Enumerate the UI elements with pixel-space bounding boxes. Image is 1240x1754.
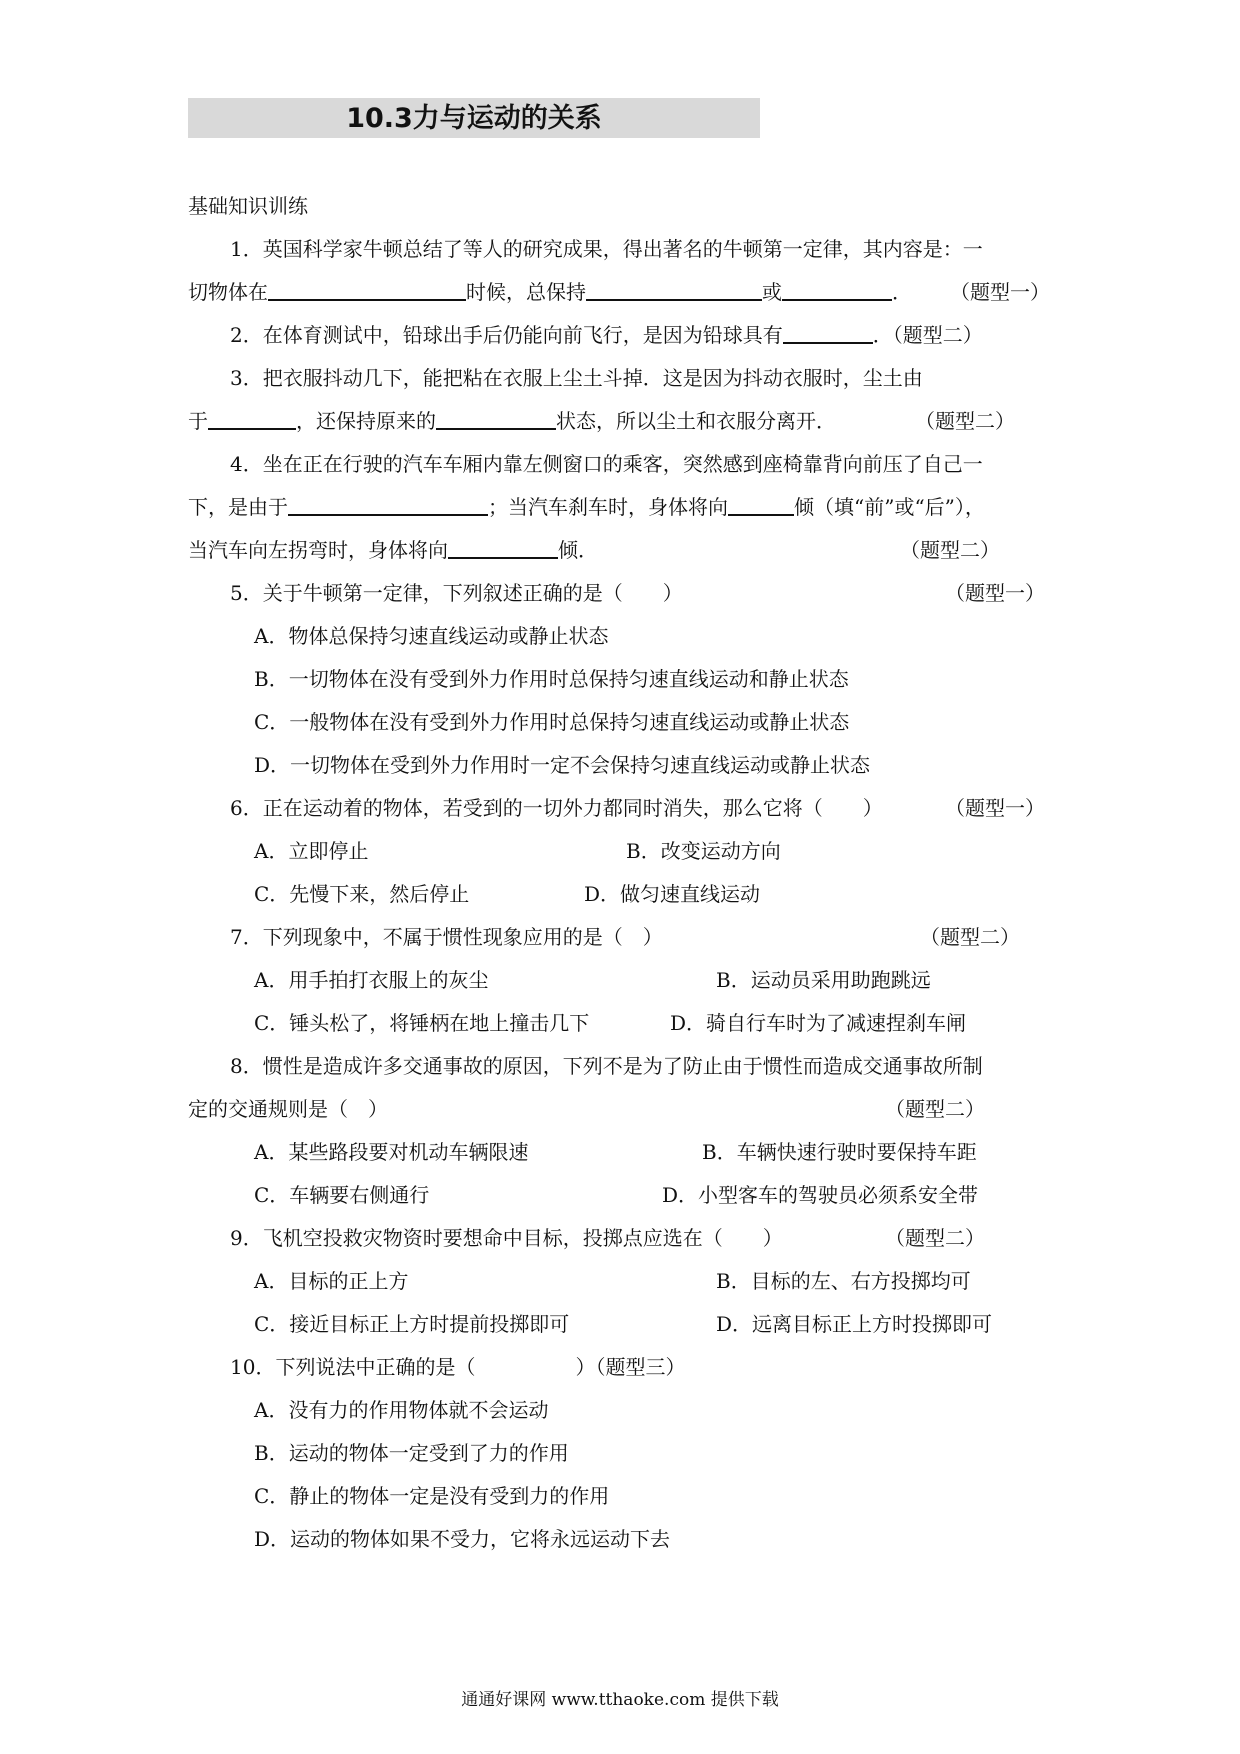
answer-blank[interactable] <box>728 494 794 516</box>
question-6-option-a[interactable]: A．立即停止 <box>254 839 369 863</box>
answer-blank[interactable] <box>208 408 296 430</box>
answer-blank[interactable] <box>268 279 466 301</box>
question-8-option-a[interactable]: A．某些路段要对机动车辆限速 <box>254 1140 529 1164</box>
question-8-line-1: 8．惯性是造成许多交通事故的原因，下列不是为了防止由于惯性而造成交通事故所制 <box>230 1054 983 1078</box>
question-5-option-c[interactable]: C．一般物体在没有受到外力作用时总保持匀速直线运动或静止状态 <box>254 710 850 734</box>
page-footer: 通通好课网 www.tthaoke.com 提供下载 <box>461 1690 779 1710</box>
question-6-stem: 6．正在运动着的物体，若受到的一切外力都同时消失，那么它将（ ） <box>230 796 883 820</box>
question-6-option-c[interactable]: C．先慢下来，然后停止 <box>254 882 470 906</box>
question-4-line-1: 4．坐在正在行驶的汽车车厢内靠左侧窗口的乘客，突然感到座椅靠背向前压了自己一 <box>230 452 983 476</box>
question-6-option-b[interactable]: B．改变运动方向 <box>626 839 781 863</box>
question-type-tag: （题型一） <box>945 581 1045 605</box>
question-2: 2．在体育测试中，铅球出手后仍能向前飞行，是因为铅球具有 ．（题型二） <box>230 323 983 347</box>
question-type-tag: （题型二） <box>920 925 1020 949</box>
question-5-option-a[interactable]: A．物体总保持匀速直线运动或静止状态 <box>254 624 609 648</box>
question-5-option-d[interactable]: D．一切物体在受到外力作用时一定不会保持匀速直线运动或静止状态 <box>254 753 871 777</box>
question-3-line-1: 3．把衣服抖动几下，能把粘在衣服上尘土斗掉．这是因为抖动衣服时，尘土由 <box>230 366 923 390</box>
question-type-tag: （题型二） <box>900 538 1000 562</box>
question-9-option-b[interactable]: B．目标的左、右方投掷均可 <box>716 1269 971 1293</box>
question-type-tag: （题型二） <box>885 1097 985 1121</box>
question-8-line-2: 定的交通规则是（ ） <box>188 1097 388 1121</box>
question-8-option-c[interactable]: C．车辆要右侧通行 <box>254 1183 430 1207</box>
question-type-tag: （题型二） <box>915 409 1015 433</box>
answer-blank[interactable] <box>783 322 873 344</box>
question-type-tag: （题型二） <box>885 1226 985 1250</box>
question-7-stem: 7．下列现象中，不属于惯性现象应用的是（ ） <box>230 925 663 949</box>
question-3-line-2: 于 ，还保持原来的 状态，所以尘土和衣服分离开． <box>188 409 836 433</box>
answer-blank[interactable] <box>586 279 762 301</box>
question-type-tag: （题型一） <box>945 796 1045 820</box>
question-9-option-c[interactable]: C．接近目标正上方时提前投掷即可 <box>254 1312 570 1336</box>
question-type-tag: （题型一） <box>950 280 1050 304</box>
question-1-line-1: 1．英国科学家牛顿总结了等人的研究成果，得出著名的牛顿第一定律，其内容是：一 <box>230 237 983 261</box>
question-1-line-2: 切物体在 时候，总保持 或 ． <box>188 280 912 304</box>
question-9-stem: 9．飞机空投救灾物资时要想命中目标，投掷点应选在（ ） <box>230 1226 783 1250</box>
answer-blank[interactable] <box>436 408 556 430</box>
question-10-option-a[interactable]: A．没有力的作用物体就不会运动 <box>254 1398 549 1422</box>
question-7-option-a[interactable]: A．用手拍打衣服上的灰尘 <box>254 968 489 992</box>
answer-blank[interactable] <box>782 279 892 301</box>
answer-blank[interactable] <box>448 537 558 559</box>
question-9-option-d[interactable]: D．远离目标正上方时投掷即可 <box>716 1312 993 1336</box>
question-5-stem: 5．关于牛顿第一定律，下列叙述正确的是（ ） <box>230 581 683 605</box>
question-5-option-b[interactable]: B．一切物体在没有受到外力作用时总保持匀速直线运动和静止状态 <box>254 667 849 691</box>
question-10-option-d[interactable]: D．运动的物体如果不受力，它将永远运动下去 <box>254 1527 671 1551</box>
question-7-option-d[interactable]: D．骑自行车时为了减速捏刹车闸 <box>670 1011 967 1035</box>
question-4-line-2: 下，是由于 ；当汽车刹车时，身体将向 倾（填“前”或“后”）， <box>188 495 985 519</box>
question-6-option-d[interactable]: D．做匀速直线运动 <box>584 882 761 906</box>
question-8-option-d[interactable]: D．小型客车的驾驶员必须系安全带 <box>662 1183 979 1207</box>
question-10-stem: 10．下列说法中正确的是（ ）（题型三） <box>230 1355 686 1379</box>
section-heading: 基础知识训练 <box>188 194 308 218</box>
question-7-option-b[interactable]: B．运动员采用助跑跳远 <box>716 968 931 992</box>
answer-blank[interactable] <box>288 494 488 516</box>
question-4-line-3: 当汽车向左拐弯时，身体将向 倾． <box>188 538 598 562</box>
question-7-option-c[interactable]: C．锤头松了，将锤柄在地上撞击几下 <box>254 1011 590 1035</box>
question-8-option-b[interactable]: B．车辆快速行驶时要保持车距 <box>702 1140 977 1164</box>
page-title: 10.3力与运动的关系 <box>346 103 602 134</box>
question-10-option-b[interactable]: B．运动的物体一定受到了力的作用 <box>254 1441 569 1465</box>
question-10-option-c[interactable]: C．静止的物体一定是没有受到力的作用 <box>254 1484 610 1508</box>
question-9-option-a[interactable]: A．目标的正上方 <box>254 1269 409 1293</box>
